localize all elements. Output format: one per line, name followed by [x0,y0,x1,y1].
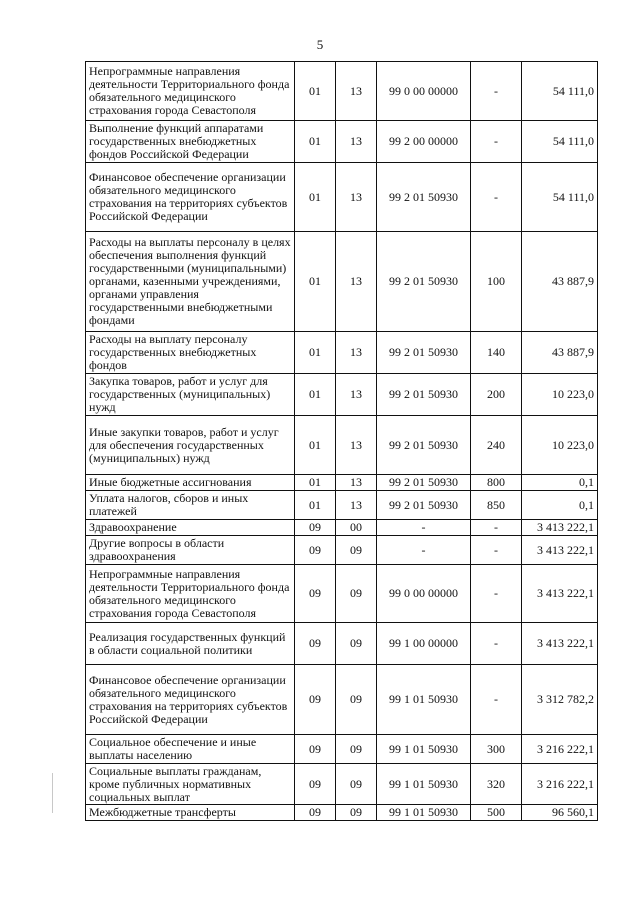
section-code-cell: 09 [295,735,336,764]
expense-type-cell: 140 [471,332,522,374]
subsection-code-cell: 09 [336,735,377,764]
table-row [86,623,598,665]
table-row [86,475,598,491]
amount-cell: 0,1 [522,491,598,520]
amount-cell: 54 111,0 [522,62,598,121]
target-article-cell: 99 1 01 50930 [377,764,471,805]
section-code-cell: 01 [295,491,336,520]
expense-type-cell: - [471,665,522,735]
subsection-code-cell: 09 [336,764,377,805]
table-row [86,536,598,565]
target-article-cell: 99 1 01 50930 [377,665,471,735]
subsection-code-cell: 13 [336,332,377,374]
row-name-cell: Финансовое обеспечение организации обязательного медицинского страхования на территориях субъектов Российской Федерации [86,665,295,735]
section-code-cell: 01 [295,121,336,163]
expense-type-cell: 850 [471,491,522,520]
table-row [86,491,598,520]
row-name-cell: Финансовое обеспечение организации обязательного медицинского страхования на территориях субъектов Российской Федерации [86,163,295,232]
subsection-code-cell: 09 [336,565,377,623]
row-name-cell: Другие вопросы в области здравоохранения [86,536,295,565]
subsection-code-cell: 13 [336,121,377,163]
table-row [86,121,598,163]
row-name-cell: Социальное обеспечение и иные выплаты населению [86,735,295,764]
expense-type-cell: 300 [471,735,522,764]
section-code-cell: 09 [295,520,336,536]
amount-cell: 3 216 222,1 [522,764,598,805]
expense-type-cell: - [471,62,522,121]
section-code-cell: 01 [295,475,336,491]
table-row [86,163,598,232]
amount-cell: 43 887,9 [522,332,598,374]
amount-cell: 96 560,1 [522,805,598,821]
section-code-cell: 09 [295,665,336,735]
target-article-cell: 99 2 01 50930 [377,475,471,491]
table-row [86,735,598,764]
amount-cell: 3 413 222,1 [522,623,598,665]
expense-type-cell: 200 [471,374,522,416]
margin-mark [52,773,53,813]
amount-cell: 3 216 222,1 [522,735,598,764]
amount-cell: 3 413 222,1 [522,536,598,565]
section-code-cell: 01 [295,332,336,374]
table-row [86,665,598,735]
target-article-cell: 99 1 01 50930 [377,735,471,764]
row-name-cell: Социальные выплаты гражданам, кроме публичных нормативных социальных выплат [86,764,295,805]
subsection-code-cell: 13 [336,475,377,491]
subsection-code-cell: 13 [336,62,377,121]
table-row [86,565,598,623]
row-name-cell: Расходы на выплату персоналу государственных внебюджетных фондов [86,332,295,374]
subsection-code-cell: 13 [336,232,377,332]
budget-table [85,61,598,821]
section-code-cell: 09 [295,565,336,623]
target-article-cell: 99 2 01 50930 [377,332,471,374]
amount-cell: 0,1 [522,475,598,491]
expense-type-cell: 100 [471,232,522,332]
target-article-cell: 99 2 00 00000 [377,121,471,163]
target-article-cell: 99 2 01 50930 [377,232,471,332]
row-name-cell: Реализация государственных функций в области социальной политики [86,623,295,665]
target-article-cell: 99 1 01 50930 [377,805,471,821]
table-row [86,232,598,332]
table-row [86,62,598,121]
row-name-cell: Выполнение функций аппаратами государственных внебюджетных фондов Российской Федерации [86,121,295,163]
table-row [86,520,598,536]
section-code-cell: 01 [295,163,336,232]
section-code-cell: 01 [295,416,336,475]
amount-cell: 10 223,0 [522,416,598,475]
subsection-code-cell: 13 [336,491,377,520]
table-row [86,332,598,374]
target-article-cell: 99 2 01 50930 [377,374,471,416]
expense-type-cell: - [471,565,522,623]
section-code-cell: 09 [295,764,336,805]
row-name-cell: Непрограммные направления деятельности Территориального фонда обязательного медицинского страхования города Севастополя [86,62,295,121]
amount-cell: 54 111,0 [522,163,598,232]
target-article-cell: - [377,520,471,536]
subsection-code-cell: 09 [336,536,377,565]
section-code-cell: 09 [295,536,336,565]
expense-type-cell: - [471,121,522,163]
expense-type-cell: - [471,163,522,232]
subsection-code-cell: 13 [336,374,377,416]
target-article-cell: 99 2 01 50930 [377,163,471,232]
table-row [86,805,598,821]
row-name-cell: Иные закупки товаров, работ и услуг для обеспечения государственных (муниципальных) нужд [86,416,295,475]
row-name-cell: Расходы на выплаты персоналу в целях обеспечения выполнения функций государственными (муниципальными) органами, казенными учреждениями, органами управления государственными внебюджетными фондами [86,232,295,332]
section-code-cell: 09 [295,805,336,821]
table-row [86,764,598,805]
subsection-code-cell: 00 [336,520,377,536]
page-number: 5 [316,37,324,52]
amount-cell: 43 887,9 [522,232,598,332]
amount-cell: 54 111,0 [522,121,598,163]
row-name-cell: Межбюджетные трансферты [86,805,295,821]
expense-type-cell: 240 [471,416,522,475]
expense-type-cell: 500 [471,805,522,821]
amount-cell: 10 223,0 [522,374,598,416]
target-article-cell: 99 2 01 50930 [377,491,471,520]
row-name-cell: Непрограммные направления деятельности Территориального фонда обязательного медицинского страхования города Севастополя [86,565,295,623]
subsection-code-cell: 13 [336,416,377,475]
section-code-cell: 01 [295,374,336,416]
row-name-cell: Здравоохранение [86,520,295,536]
table-row [86,416,598,475]
amount-cell: 3 413 222,1 [522,520,598,536]
budget-table-body [86,62,598,821]
expense-type-cell: - [471,623,522,665]
target-article-cell: 99 0 00 00000 [377,565,471,623]
row-name-cell: Иные бюджетные ассигнования [86,475,295,491]
subsection-code-cell: 09 [336,665,377,735]
expense-type-cell: - [471,536,522,565]
subsection-code-cell: 09 [336,805,377,821]
expense-type-cell: 320 [471,764,522,805]
subsection-code-cell: 13 [336,163,377,232]
amount-cell: 3 413 222,1 [522,565,598,623]
target-article-cell: - [377,536,471,565]
section-code-cell: 09 [295,623,336,665]
section-code-cell: 01 [295,232,336,332]
row-name-cell: Уплата налогов, сборов и иных платежей [86,491,295,520]
subsection-code-cell: 09 [336,623,377,665]
section-code-cell: 01 [295,62,336,121]
expense-type-cell: - [471,520,522,536]
target-article-cell: 99 0 00 00000 [377,62,471,121]
amount-cell: 3 312 782,2 [522,665,598,735]
row-name-cell: Закупка товаров, работ и услуг для государственных (муниципальных) нужд [86,374,295,416]
expense-type-cell: 800 [471,475,522,491]
target-article-cell: 99 1 00 00000 [377,623,471,665]
target-article-cell: 99 2 01 50930 [377,416,471,475]
table-row [86,374,598,416]
